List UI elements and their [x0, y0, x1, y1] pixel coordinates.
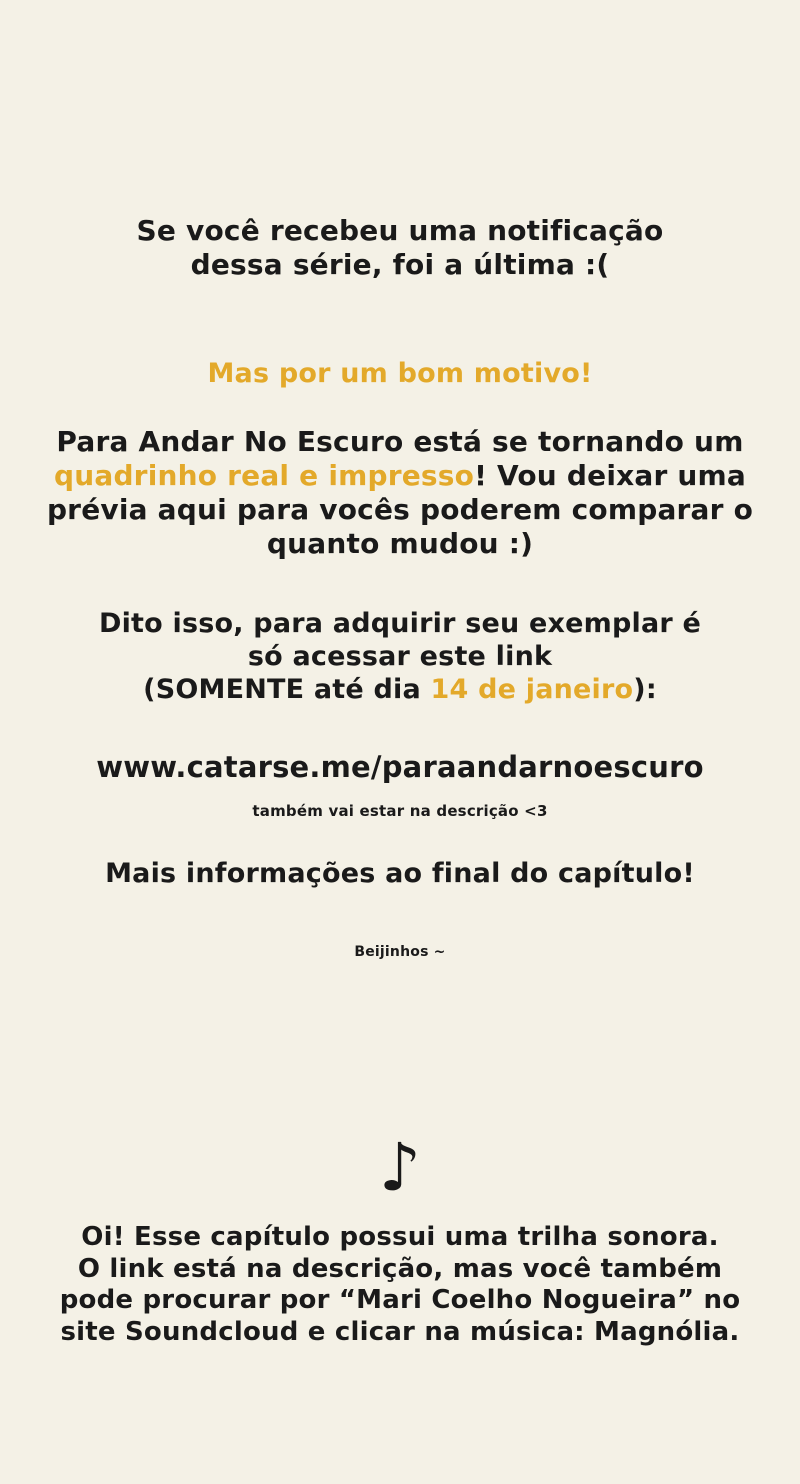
soundtrack-line-3: pode procurar por “Mari Coelho Nogueira” no	[59, 1285, 741, 1316]
music-note-glyph: ♪	[378, 1129, 422, 1206]
print-announcement	[0, 425, 800, 562]
more-info-line: Mais informações ao final do capítulo!	[105, 858, 695, 889]
announcement-line-2	[0, 459, 800, 493]
campaign-url-note	[0, 802, 800, 820]
deadline-date: 14 de janeiro	[430, 673, 634, 705]
good-reason-heading	[0, 358, 800, 391]
deadline-prefix: (SOMENTE até dia	[143, 673, 431, 705]
announcement-line-2-rest: ! Vou deixar uma	[474, 459, 747, 493]
purchase-instructions	[0, 608, 800, 707]
soundtrack-notice	[0, 1222, 800, 1349]
soundtrack-line-1: Oi! Esse capítulo possui uma trilha sonora.	[81, 1222, 719, 1252]
music-note-icon	[0, 1128, 800, 1209]
soundtrack-line-2: O link está na descrição, mas você também	[77, 1253, 723, 1284]
link-intro-line-2: só acessar este link	[247, 640, 553, 672]
notice-line-1: Se você recebeu uma notificação	[136, 214, 664, 247]
sign-off	[0, 944, 800, 961]
announcement-highlight-print: quadrinho real e impresso	[53, 459, 475, 493]
link-intro-line-1: Dito isso, para adquirir seu exemplar é	[98, 608, 702, 639]
notification-notice	[0, 214, 800, 282]
soundtrack-line-4: site Soundcloud e clicar na música: Magnólia.	[60, 1317, 740, 1348]
deadline-suffix: ):	[633, 673, 657, 705]
campaign-url[interactable]	[0, 750, 800, 785]
announcement-line-4: quanto mudou :)	[266, 527, 534, 561]
campaign-url-text[interactable]: www.catarse.me/paraandarnoescuro	[96, 750, 704, 784]
notice-line-2: dessa série, foi a última :(	[190, 248, 610, 282]
campaign-url-note-text: também vai estar na descrição <3	[252, 802, 548, 820]
motive-text: Mas por um bom motivo!	[207, 358, 593, 389]
announcement-line-1: Para Andar No Escuro está se tornando um	[56, 425, 744, 458]
announcement-line-3: prévia aqui para vocês poderem comparar o	[46, 493, 754, 527]
link-intro-line-3	[0, 674, 800, 707]
sign-off-text: Beijinhos ~	[354, 944, 446, 960]
more-info-text	[0, 858, 800, 891]
